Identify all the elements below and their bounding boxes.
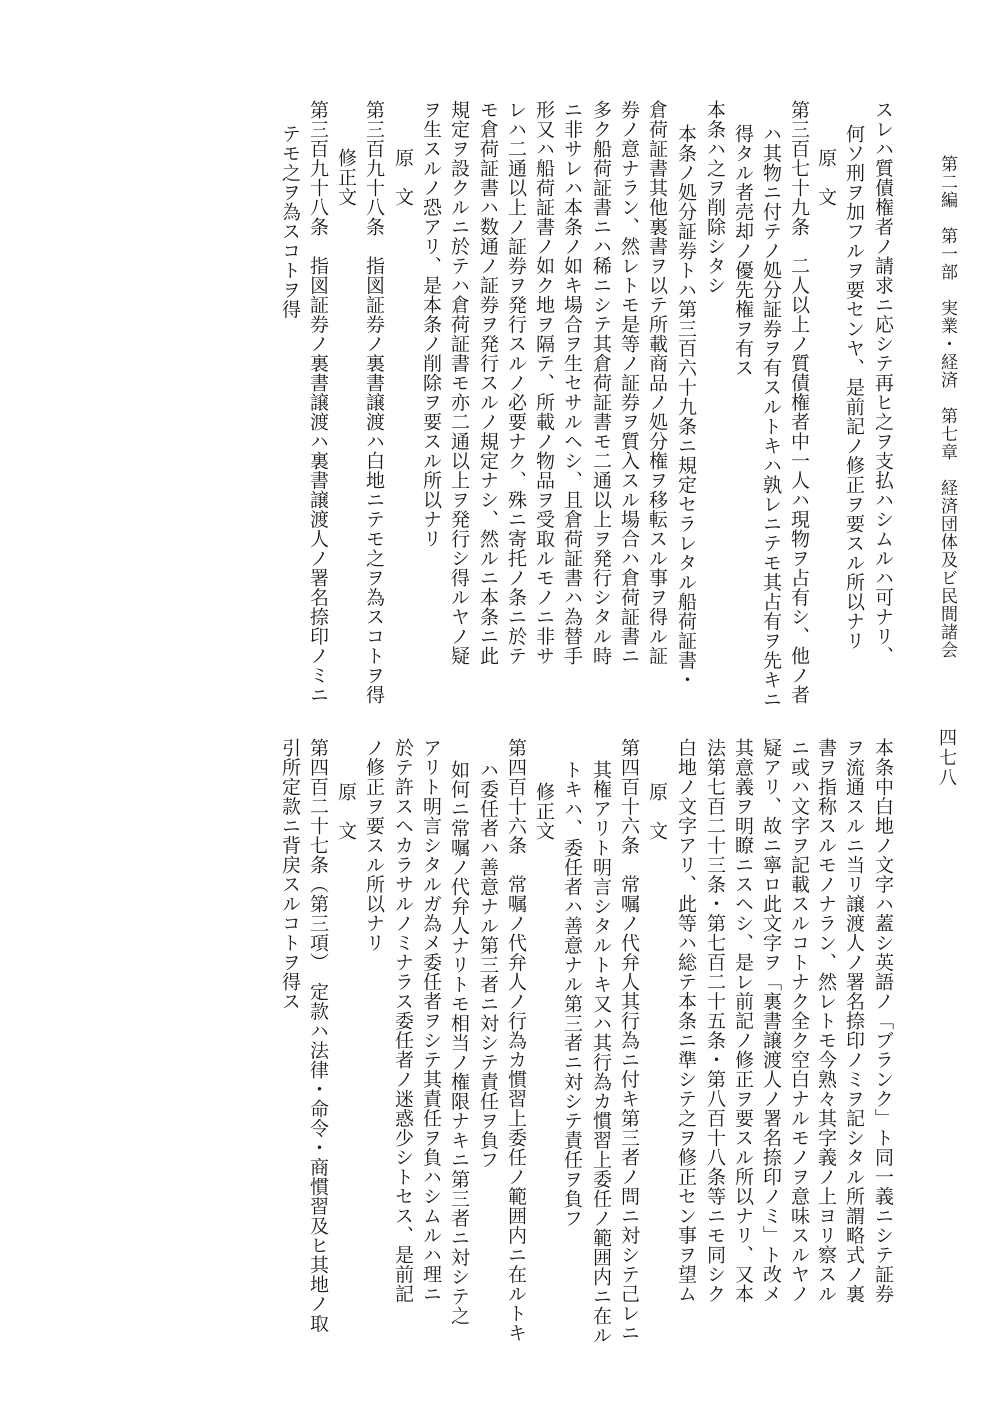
text-column: 其意義ヲ明瞭ニスヘシ、是レ前記ノ修正ヲ要スル所以ナリ、又本 [732,738,754,1304]
text-column: 多ク船荷証書ニハ稀ニシテ其倉荷証書モ二通以上ヲ発行シタル時 [590,100,612,666]
text-column: 倉荷証書其他裏書ヲ以テ所載商品ノ処分権ヲ移転スル事ヲ得ル証 [646,100,668,666]
page-number: 四七八 [936,728,957,788]
article-revised: 第四百十六条 常嘱ノ代弁人ノ行為カ慣習上委任ノ範囲内ニ在ルトキ [505,738,527,1343]
text-column: 本条中白地ノ文字ハ蓋シ英語ノ「ブランク」ト同一義ニシテ証券 [872,738,894,1304]
section-heading: 修正文 [335,148,357,207]
text-column: ノ修正ヲ要スル所以ナリ [363,738,385,953]
text-column: 法第七百二十三条・第七百二十五条・第八百十八条等ニモ同シク [704,738,726,1304]
text-column: ヲ流通スルニ当リ譲渡人ノ署名捺印ノミヲ記シタル所謂略式ノ裏 [843,738,865,1304]
text-column: 疑アリ、故ニ寧ロ此文字ヲ「裏書譲渡人ノ署名捺印ノミ」ト改メ [760,738,782,1304]
text-column: テモ之ヲ為スコトヲ得 [279,124,301,319]
text-column: 得タル者売却ノ優先権ヲ有ス [732,124,754,378]
article-original: 第三百七十九条 二人以上ノ質債権者中一人ハ現物ヲ占有シ、他ノ者 [788,100,810,705]
article-original: 第四百二十七条（第三項） 定款ハ法律・命令・商慣習及ヒ其地ノ取 [307,738,329,1333]
text-column: スレハ質債権者ノ請求ニ応シテ再ヒ之ヲ支払ハシムルハ可ナリ、 [872,100,894,666]
text-column: アリト明言シタルガ為メ委任者ヲシテ其責任ヲ負ハシムルハ理ニ [420,738,442,1304]
text-column: モ倉荷証書ハ数通ノ証券ヲ発行スルノ規定ナシ、然ルニ本条ニ此 [477,100,499,666]
text-column: ハ其物ニ付テノ処分証券ヲ有スルトキハ孰レニテモ其占有ヲ先キニ [760,124,782,709]
text-column: 形又ハ船荷証書ノ如ク地ヲ隔テ、所載ノ物品ヲ受取ルモノニ非サ [533,100,555,666]
text-column: ハ委任者ハ善意ナル第三者ニ対シテ責任ヲ負フ [477,760,499,1170]
text-column: 如何ニ常嘱ノ代弁人ナリトモ相当ノ権限ナキニ第三者ニ対シテ之 [448,760,470,1326]
article-original: 第四百十六条 常嘱ノ代弁人其行為ニ付キ第三者ノ問ニ対シテ己レニ [618,738,640,1343]
text-column: 何ソ刑ヲ加フルヲ要センヤ、是前記ノ修正ヲ要スル所以ナリ [843,124,865,651]
text-column: ニ或ハ文字ヲ記載スルコトナク全ク空白ナルモノヲ意味スルヤノ [788,738,810,1304]
section-heading: 原 文 [815,148,837,207]
text-column: 於テ許スヘカラサルノミナラス委任者ノ迷惑少シトセス、是前記 [392,738,414,1304]
text-column: 券ノ意ナラン、然レトモ是等ノ証券ヲ質入スル場合ハ倉荷証書ニ [618,100,640,666]
section-heading: 修正文 [533,782,555,841]
text-column: 本条ハ之ヲ削除シタシ [704,100,726,295]
article-original: 第三百九十八条 指図証券ノ裏書譲渡ハ白地ニテモ之ヲ為スコトヲ得 [363,100,385,705]
article-revised: 第三百九十八条 指図証券ノ裏書譲渡ハ裏書譲渡人ノ署名捺印ノミニ [307,100,329,705]
text-column: 規定ヲ設クルニ於テハ倉荷証書モ亦二通以上ヲ発行シ得ルヤノ疑 [448,100,470,666]
text-column: ニ非サレハ本条ノ如キ場合ヲ生セサルヘシ、且倉荷証書ハ為替手 [561,100,583,666]
text-column: 白地ノ文字アリ、此等ハ総テ本条ニ準シテ之ヲ修正セン事ヲ望ム [675,738,697,1304]
text-column: トキハ、委任者ハ善意ナル第三者ニ対シテ責任ヲ負フ [561,760,583,1228]
text-column: 本条ノ処分証券トハ第三百六十九条ニ規定セラレタル船荷証書・ [675,124,697,690]
text-column: 其権アリト明言シタルトキ又ハ其行為カ慣習上委任ノ範囲内ニ在ル [590,760,612,1345]
section-heading: 原 文 [646,782,668,841]
section-heading: 原 文 [335,782,357,841]
section-heading: 原 文 [392,148,414,207]
running-head: 第二編 第一部 実業・経済 第七章 経済団体及ビ民間諸会 [937,155,957,659]
text-column: ヲ生スルノ恐アリ、是本条ノ削除ヲ要スル所以ナリ [420,100,442,549]
text-column: 引所定款ニ背戻スルコトヲ得ス [279,738,301,1011]
text-column: 書ヲ指称スルモノナラン、然レトモ今熟々其字義ノ上ヨリ察スル [815,738,837,1304]
text-column: レハ二通以上ノ証券ヲ発行スルノ必要ナク、殊ニ寄托ノ条ニ於テ [505,100,527,666]
